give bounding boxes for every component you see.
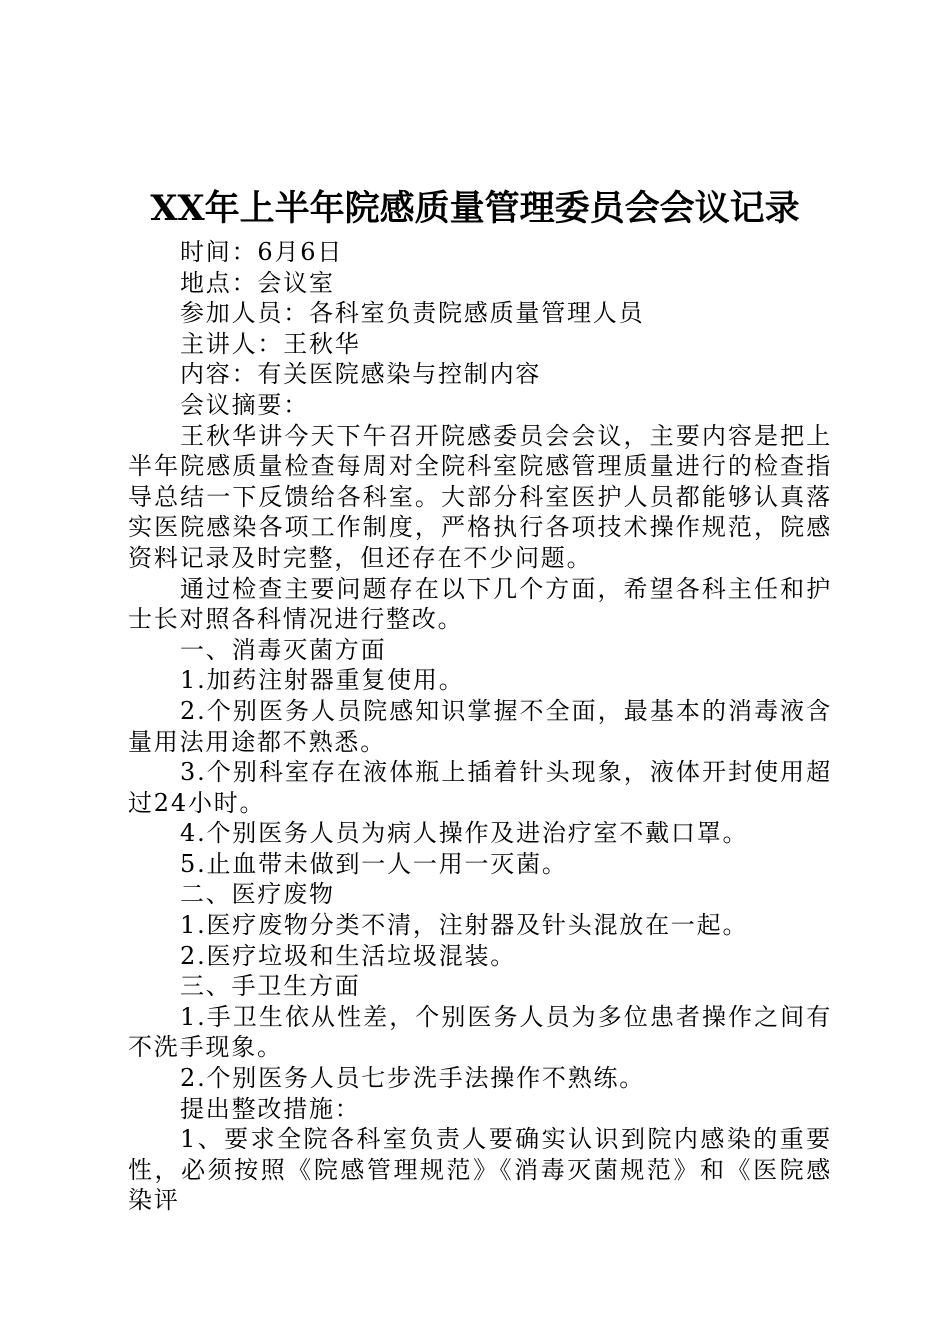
- document-body: [128, 237, 832, 1216]
- section-heading-hand-hygiene: 三、手卫生方面: [180, 972, 361, 1001]
- list-item: 2.个别医务人员院感知识掌握不全面，最基本的消毒液含量用法用途都不熟悉。: [128, 696, 832, 756]
- paragraph-summary-heading: 会议摘要：: [180, 390, 309, 419]
- paragraph-summary-text: 王秋华讲今天下午召开院感委员会会议，主要内容是把上半年院感质量检查每周对全院科室院感管理质量进行的检查指导总结一下反馈给各科室。大部分科室医护人员都能够认真落实医院感染各项工作制度，严格执行各项技术操作规范，院感资料记录及时完整，但还存在不少问题。: [128, 421, 832, 572]
- paragraph-content: 内容：有关医院感染与控制内容: [180, 360, 542, 389]
- list-item: 2.医疗垃圾和生活垃圾混装。: [180, 941, 517, 970]
- list-item: 3.个别科室存在液体瓶上插着针头现象，液体开封使用超过24小时。: [128, 758, 832, 817]
- paragraph-time: 时间：6月6日: [180, 238, 344, 266]
- paragraph-location: 地点：会议室: [180, 268, 335, 297]
- list-item: 2.个别医务人员七步洗手法操作不熟练。: [180, 1064, 646, 1093]
- section-heading-medical-waste: 二、医疗废物: [180, 880, 335, 909]
- list-item: 4.个别医务人员为病人操作及进治疗室不戴口罩。: [180, 819, 749, 848]
- section-heading-rectification: 提出整改措施：: [180, 1094, 361, 1123]
- paragraph-attendees: 参加人员：各科室负责院感质量管理人员: [180, 299, 645, 328]
- list-item: 1、要求全院各科室负责人要确实认识到院内感染的重要性，必须按照《院感管理规范》《消毒灭菌规范》和《医院感染评: [128, 1125, 832, 1215]
- paragraph-speaker: 主讲人：王秋华: [180, 329, 361, 358]
- paragraph-issues-intro: 通过检查主要问题存在以下几个方面，希望各科主任和护士长对照各科情况进行整改。: [128, 574, 832, 634]
- list-item: 1.加药注射器重复使用。: [180, 666, 465, 695]
- section-heading-disinfection: 一、消毒灭菌方面: [180, 635, 387, 664]
- list-item: 5.止血带未做到一人一用一灭菌。: [180, 849, 568, 878]
- list-item: 1.手卫生依从性差，个别医务人员为多位患者操作之间有不洗手现象。: [128, 1002, 832, 1062]
- list-item: 1.医疗废物分类不清，注射器及针头混放在一起。: [180, 911, 749, 940]
- document-title: XX年上半年院感质量管理委员会会议记录: [150, 188, 800, 229]
